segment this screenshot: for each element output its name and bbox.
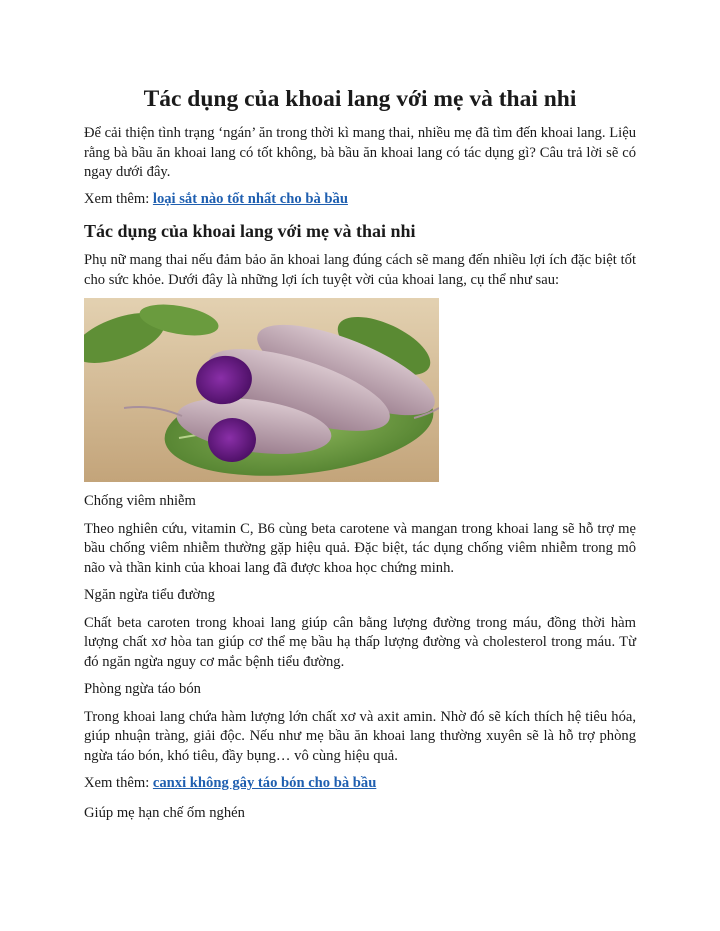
benefit-text-3: Trong khoai lang chứa hàm lượng lớn chất xơ và axit amin. Nhờ đó sẽ kích thích hệ tiêu hóa, giúp nhuận tràng, giải độc. Nếu như mẹ bầu ăn khoai lang thường xuyên sẽ là hỗ trợ phòng ngừa táo bón, khó tiêu, đầy bụng… vô cùng hiệu quả.	[84, 708, 636, 764]
see-more-2	[84, 774, 636, 794]
benefit-title-1: Chống viêm nhiễm	[84, 493, 196, 509]
benefit-title-2: Ngăn ngừa tiểu đường	[84, 587, 215, 603]
benefit-text-1: Theo nghiên cứu, vitamin C, B6 cùng beta carotene và mangan trong khoai lang sẽ hỗ trợ mẹ bầu chống viêm nhiễm thường gặp hiệu quả. Đặc biệt, tác dụng chống viêm nhiễm trong mô não và thần kinh của khoai lang đã được khoa học chứng minh.	[84, 520, 636, 576]
section-heading: Tác dụng của khoai lang với mẹ và thai nhi	[84, 221, 416, 241]
section-intro-paragraph: Phụ nữ mang thai nếu đảm bảo ăn khoai lang đúng cách sẽ mang đến nhiều lợi ích đặc biệt tốt cho sức khỏe. Dưới đây là những lợi ích tuyệt vời của khoai lang, cụ thể như sau:	[84, 252, 636, 288]
see-more-prefix: Xem thêm:	[84, 775, 153, 791]
benefit-text-2: Chất beta caroten trong khoai lang giúp cân bằng lượng đường trong máu, đồng thời hàm lượng chất xơ hòa tan giúp cơ thể mẹ bầu hạ thấp lượng đường và cholesterol trong máu. Từ đó ngăn ngừa nguy cơ mắc bệnh tiểu đường.	[84, 614, 636, 670]
benefit-title-4: Giúp mẹ hạn chế ốm nghén	[84, 804, 245, 821]
intro-paragraph: Để cải thiện tình trạng ‘ngán’ ăn trong thời kì mang thai, nhiều mẹ đã tìm đến khoai lang. Liệu rằng bà bầu ăn khoai lang có tốt không, bà bầu ăn khoai lang có tác dụng gì? Câu trả lời sẽ có ngay dưới đây.	[84, 125, 636, 180]
benefit-title-3: Phòng ngừa táo bón	[84, 681, 201, 697]
see-more-1	[84, 190, 636, 210]
article	[84, 84, 636, 831]
page-title: Tác dụng của khoai lang với mẹ và thai nhi	[143, 86, 577, 112]
see-more-prefix: Xem thêm:	[84, 190, 153, 207]
see-more-link-calcium[interactable]: canxi không gây táo bón cho bà bầu	[152, 775, 377, 791]
see-more-link-iron[interactable]: loại sắt nào tốt nhất cho bà bầu	[152, 190, 348, 207]
sweet-potato-image	[84, 298, 439, 482]
